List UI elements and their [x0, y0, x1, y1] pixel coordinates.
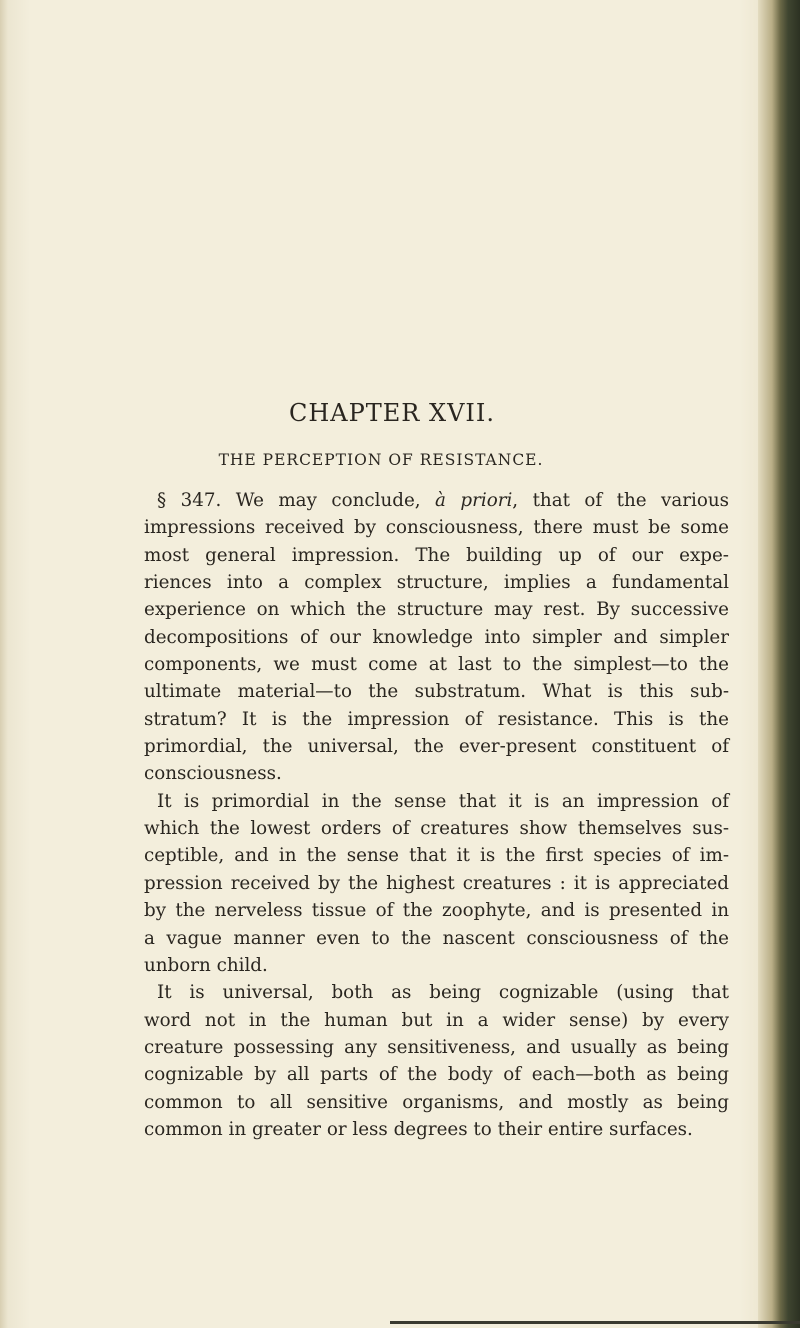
paragraph-2 — [131, 788, 729, 979]
paragraph-3 — [131, 979, 729, 1143]
text-line: decompositions of our knowledge into simpler and simpler — [144, 626, 729, 648]
text-line: consciousness. — [144, 763, 282, 785]
text-line: It is primordial in the sense that it is an impression of — [157, 790, 729, 812]
text-line: common to all sensitive organisms, and mostly as being — [144, 1091, 729, 1113]
text-line: impressions received by consciousness, there must be some — [144, 517, 729, 539]
text-line: pression received by the highest creatures : it is appreciated — [144, 872, 729, 894]
paragraph-1 — [131, 487, 729, 788]
page-bottom-rule — [390, 1321, 800, 1324]
text-line: components, we must come at last to the simplest—to the — [144, 654, 729, 676]
italic-phrase: à priori — [435, 490, 513, 511]
chapter-heading — [0, 399, 762, 427]
text-line: ultimate material—to the substratum. What is this sub- — [144, 681, 729, 703]
chapter-title: THE PERCEPTION OF RESISTANCE. — [218, 451, 544, 469]
text-line: creature possessing any sensitiveness, and usually as being — [144, 1036, 729, 1058]
chapter-heading-text: CHAPTER XVII. — [288, 399, 495, 427]
text-line: stratum? It is the impression of resistance. This is the — [144, 708, 729, 730]
text-line: ceptible, and in the sense that it is the first species of im- — [144, 845, 729, 867]
text-line: unborn child. — [144, 954, 268, 976]
text-line: experience on which the structure may rest. By successive — [144, 599, 729, 621]
text-line: cognizable by all parts of the body of each—both as being — [144, 1064, 729, 1086]
page-edge — [758, 0, 800, 1328]
text-line: riences into a complex structure, implies a fundamental — [144, 572, 729, 594]
text-line: most general impression. The building up of our expe- — [144, 544, 729, 566]
text-line: which the lowest orders of creatures show themselves sus- — [144, 818, 729, 840]
text-line: by the nerveless tissue of the zoophyte, and is presented in — [144, 900, 729, 922]
text-line: common in greater or less degrees to their entire surfaces. — [144, 1118, 693, 1140]
page-gutter — [0, 0, 8, 1328]
chapter-body — [131, 487, 729, 1143]
text-line: § 347. We may conclude, à priori, that of the various — [157, 490, 730, 511]
text-line: primordial, the universal, the ever-present constituent of — [144, 736, 729, 758]
text-line: a vague manner even to the nascent consciousness of the — [144, 927, 729, 949]
text-line: word not in the human but in a wider sense) by every — [144, 1009, 729, 1031]
text-line: It is universal, both as being cognizable (using that — [157, 982, 729, 1004]
